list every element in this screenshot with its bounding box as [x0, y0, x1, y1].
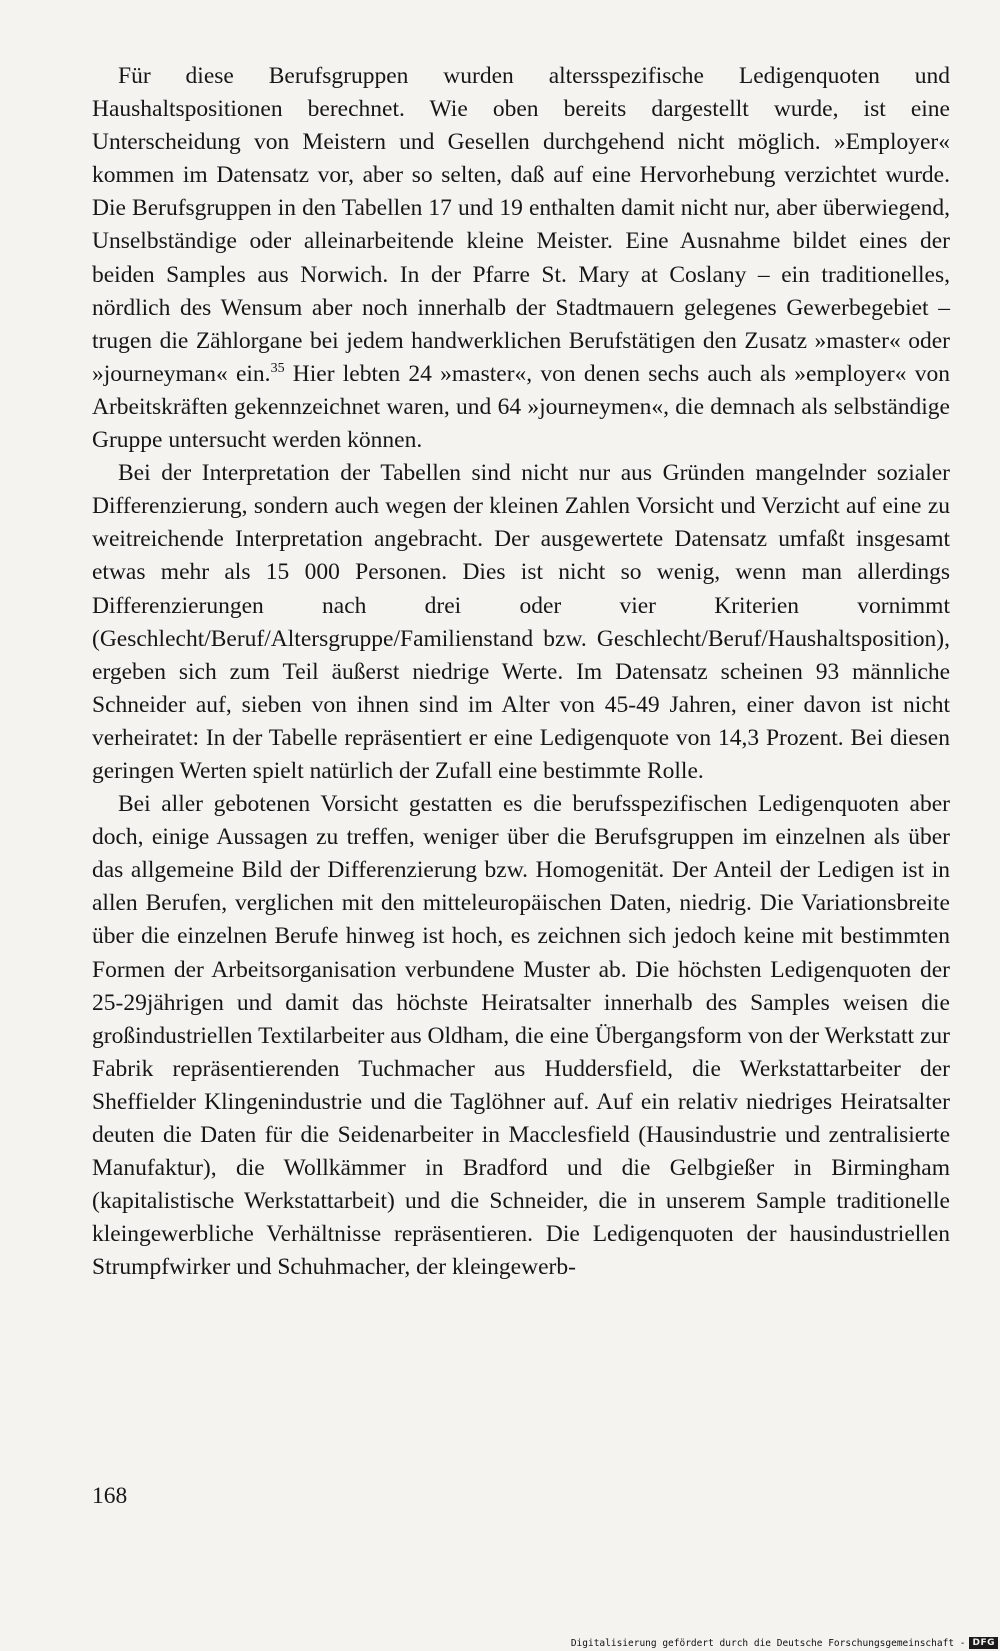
- paragraph-2: Bei der Interpretation der Tabellen sind nicht nur aus Gründen mangelnder sozialer Differenzierung, sondern auch wegen der kleinen Zahlen Vorsicht und Verzicht auf eine zu weitreichende Interpretation angebracht. Der ausgewertete Datensatz umfaßt insgesamt etwas mehr als 15 000 Personen. Dies ist nicht so wenig, wenn man allerdings Differenzierungen nach drei oder vier Kriterien vornimmt (Geschlecht/Beruf/Altersgruppe/Familienstand bzw. Geschlecht/Beruf/Haushaltsposition), ergeben sich zum Teil äußerst niedrige Werte. Im Datensatz scheinen 93 männliche Schneider auf, sieben von ihnen sind im Alter von 45-49 Jahren, einer davon ist nicht verheiratet: In der Tabelle repräsentiert er eine Ledigenquote von 14,3 Prozent. Bei diesen geringen Werten spielt natürlich der Zufall eine bestimmte Rolle.: [92, 460, 950, 784]
- paragraph-1-text-continued: Hier lebten 24 »master«, von denen sechs auch als »employer« von Arbeitskräften gekennzeichnet waren, und 64 »journeymen«, die demnach als selbständige Gruppe untersucht werden können.: [92, 360, 950, 454]
- dfg-logo-icon: DFG: [969, 1637, 998, 1649]
- paragraph-1: [92, 60, 950, 457]
- page-body: [92, 60, 950, 1284]
- digitization-credit-text: Digitalisierung gefördert durch die Deutsche Forschungsgemeinschaft -: [570, 1637, 966, 1649]
- paragraph-1-text: Für diese Berufsgruppen wurden altersspezifische Ledigenquoten und Haushaltspositionen berechnet. Wie oben bereits dargestellt wurde, ist eine Unterscheidung von Meistern und Gesellen durchgehend nicht möglich. »Employer« kommen im Datensatz vor, aber so selten, daß auf eine Hervorhebung verzichtet wurde. Die Berufsgruppen in den Tabellen 17 und 19 enthalten damit nicht nur, aber überwiegend, Unselbständige oder alleinarbeitende kleine Meister. Eine Ausnahme bildet eines der beiden Samples aus Norwich. In der Pfarre St. Mary at Coslany – ein traditionelles, nördlich des Wensum aber noch innerhalb der Stadtmauern gelegenes Gewerbegebiet – trugen die Zählorgane bei jedem handwerklichen Berufstätigen den Zusatz »master« oder »journeyman« ein.: [92, 63, 950, 387]
- footnote-marker[interactable]: 35: [270, 361, 285, 377]
- digitization-credit: [571, 1637, 998, 1649]
- paragraph-3: Bei aller gebotenen Vorsicht gestatten es die berufsspezifischen Ledigenquoten aber doch, einige Aussagen zu treffen, weniger über die Berufsgruppen im einzelnen als über das allgemeine Bild der Differenzierung bzw. Homogenität. Der Anteil der Ledigen ist in allen Berufen, verglichen mit den mitteleuropäischen Daten, niedrig. Die Variationsbreite über die einzelnen Berufe hinweg ist hoch, es zeichnen sich jedoch keine mit bestimmten Formen der Arbeitsorganisation verbundene Muster ab. Die höchsten Ledigenquoten der 25-29jährigen und damit das höchste Heiratsalter innerhalb des Samples weisen die großindustriellen Textilarbeiter aus Oldham, die eine Übergangsform von der Werkstatt zur Fabrik repräsentierenden Tuchmacher aus Huddersfield, die Werkstattarbeiter der Sheffielder Klingenindustrie und die Taglöhner auf. Auf ein relativ niedriges Heiratsalter deuten die Daten für die Seidenarbeiter in Macclesfield (Hausindustrie und zentralisierte Manufaktur), die Wollkämmer in Bradford und die Gelbgießer in Birmingham (kapitalistische Werkstattarbeit) und die Schneider, die in unserem Sample traditionelle kleingewerbliche Verhältnisse repräsentieren. Die Ledigenquoten der hausindustriellen Strumpfwirker und Schuhmacher, der kleingewerb-: [92, 791, 950, 1281]
- page-number: 168: [92, 1483, 128, 1509]
